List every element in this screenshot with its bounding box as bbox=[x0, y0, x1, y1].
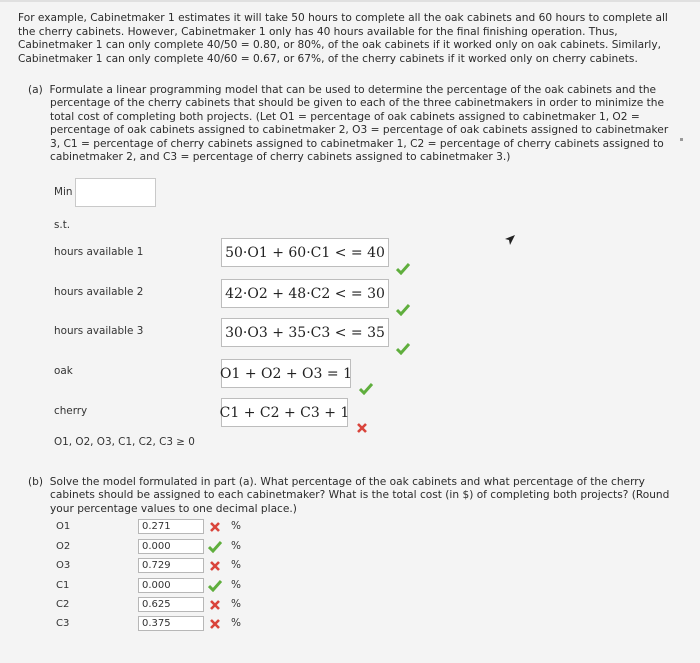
st-label: s.t. bbox=[54, 219, 71, 231]
part-b-line: Solve the model formulated in part (a). What percentage of the oak cabinets and what percentage of the cherry bbox=[49, 476, 645, 488]
answer-input-c3[interactable]: 0.375 bbox=[138, 616, 204, 631]
answer-label-o3: O3 bbox=[56, 560, 71, 571]
check-icon bbox=[208, 541, 222, 553]
cursor-icon bbox=[504, 234, 516, 246]
top-border bbox=[0, 0, 700, 2]
part-b-question bbox=[28, 476, 669, 516]
part-b-label: (b) bbox=[28, 476, 43, 488]
percent-unit: % bbox=[231, 598, 241, 610]
answer-label-c1: C1 bbox=[56, 580, 70, 591]
part-a-question bbox=[28, 84, 678, 164]
x-icon bbox=[209, 618, 221, 630]
answer-input-o1[interactable]: 0.271 bbox=[138, 519, 204, 534]
constraint-input-hours-2[interactable]: 42·O2 + 48·C2 < = 30 bbox=[221, 279, 389, 308]
answer-label-c2: C2 bbox=[56, 599, 70, 610]
check-icon bbox=[396, 304, 410, 316]
constraint-label-hours-3: hours available 3 bbox=[54, 325, 144, 337]
intro-line: For example, Cabinetmaker 1 estimates it will take 50 hours to complete all the oak cabinets and 60 hours to complete all bbox=[18, 12, 668, 24]
part-a-line: percentage of the cherry cabinets that should be given to each of the three cabinetmakers in order to minimize the bbox=[50, 97, 664, 110]
percent-unit: % bbox=[231, 520, 241, 532]
x-icon bbox=[356, 422, 368, 434]
intro-paragraph bbox=[18, 12, 688, 66]
part-a-label: (a) bbox=[28, 84, 43, 96]
percent-unit: % bbox=[231, 559, 241, 571]
min-label: Min bbox=[54, 186, 73, 198]
part-a-line: total cost of completing both projects. (Let O1 = percentage of oak cabinets assigned to cabinetmaker 1, O2 = bbox=[50, 110, 640, 123]
answer-label-c3: C3 bbox=[56, 618, 70, 629]
constraint-label-oak: oak bbox=[54, 365, 73, 377]
constraint-input-hours-3[interactable]: 30·O3 + 35·C3 < = 35 bbox=[221, 318, 389, 347]
constraint-label-hours-2: hours available 2 bbox=[54, 286, 144, 298]
constraint-input-hours-1[interactable]: 50·O1 + 60·C1 < = 40 bbox=[221, 238, 389, 267]
answer-input-o3[interactable]: 0.729 bbox=[138, 558, 204, 573]
constraint-input-cherry[interactable]: C1 + C2 + C3 + 1 bbox=[221, 398, 348, 427]
part-b-line: cabinets should be assigned to each cabinetmaker? What is the total cost (in $) of completing both projects? (Round bbox=[50, 489, 670, 502]
percent-unit: % bbox=[231, 579, 241, 591]
percent-unit: % bbox=[231, 617, 241, 629]
x-icon bbox=[209, 521, 221, 533]
answer-input-c1[interactable]: 0.000 bbox=[138, 578, 204, 593]
answer-label-o2: O2 bbox=[56, 541, 71, 552]
check-icon bbox=[208, 580, 222, 592]
x-icon bbox=[209, 560, 221, 572]
percent-unit: % bbox=[231, 540, 241, 552]
part-a-line: 3, C1 = percentage of cherry cabinets assigned to cabinetmaker 1, C2 = percentage of cherry cabinets assigned to bbox=[50, 137, 664, 150]
part-a-line: percentage of oak cabinets assigned to cabinetmaker 2, O3 = percentage of oak cabinets assigned to cabinetmaker bbox=[50, 124, 669, 137]
answer-input-o2[interactable]: 0.000 bbox=[138, 539, 204, 554]
check-icon bbox=[359, 383, 373, 395]
part-a-line: Formulate a linear programming model that can be used to determine the percentage of the oak cabinets and the bbox=[49, 84, 657, 96]
objective-input[interactable] bbox=[75, 178, 156, 207]
check-icon bbox=[396, 343, 410, 355]
nonnegativity-constraint: O1, O2, O3, C1, C2, C3 ≥ 0 bbox=[54, 436, 195, 448]
part-a-line: cabinetmaker 2, and C3 = percentage of cherry cabinets assigned to cabinetmaker 3.) bbox=[50, 151, 511, 164]
intro-line: Cabinetmaker 1 can only complete 40/60 = 0.67, or 67%, of the cherry cabinets if it worked only on cherry cabinets. bbox=[18, 52, 638, 65]
constraint-input-oak[interactable]: O1 + O2 + O3 = 1 bbox=[221, 359, 351, 388]
check-icon bbox=[396, 263, 410, 275]
scroll-marker bbox=[680, 138, 683, 141]
intro-line: the cherry cabinets. However, Cabinetmaker 1 only has 40 hours available for the final finishing operation. Thus, bbox=[18, 25, 618, 38]
x-icon bbox=[209, 599, 221, 611]
constraint-label-cherry: cherry bbox=[54, 405, 88, 417]
constraint-label-hours-1: hours available 1 bbox=[54, 246, 144, 258]
intro-line: Cabinetmaker 1 can only complete 40/50 = 0.80, or 80%, of the oak cabinets if it worked only on oak cabinets. Similarly, bbox=[18, 39, 662, 52]
answer-input-c2[interactable]: 0.625 bbox=[138, 597, 204, 612]
answer-label-o1: O1 bbox=[56, 521, 71, 532]
part-b-line: your percentage values to one decimal place.) bbox=[50, 502, 297, 515]
